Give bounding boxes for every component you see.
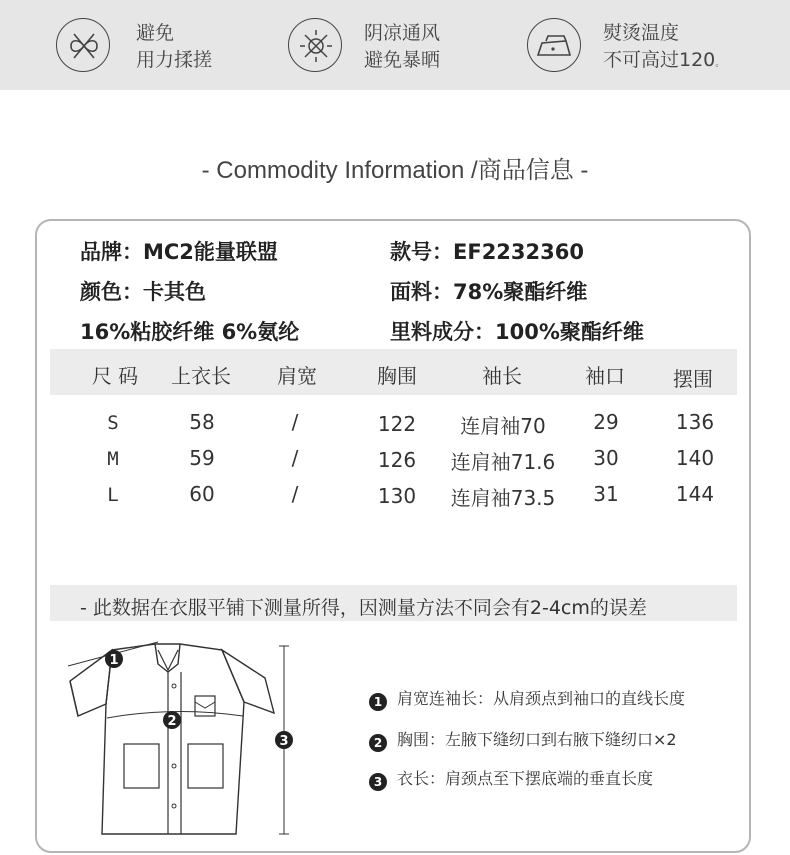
table-cell-size: M — [107, 448, 119, 470]
col-header-hem: 摆围 — [673, 367, 713, 391]
iron-icon — [527, 18, 581, 72]
degree-mark: 。 — [715, 59, 725, 69]
marker-1: 1 — [109, 653, 119, 668]
table-cell-size: S — [107, 412, 119, 434]
table-cell-length: 59 — [189, 446, 215, 470]
table-cell-sleeve: 连肩袖73.5 — [450, 486, 556, 510]
legend-text: 肩宽连袖长：从肩颈点到袖口的直线长度 — [397, 689, 686, 708]
fabric-continued-label: 16%粘胶纤维 6%氨纶 — [80, 320, 300, 344]
table-cell-cuff: 30 — [593, 446, 619, 470]
care-text-line2: 避免暴晒 — [364, 49, 441, 71]
table-cell-hem: 140 — [675, 446, 715, 470]
fabric-label: 面料：78%聚酯纤维 — [390, 280, 588, 304]
col-header-size: 尺 码 — [91, 364, 139, 388]
col-header-cuff: 袖口 — [585, 364, 625, 388]
care-text-line1: 阴凉通风 — [364, 22, 441, 44]
table-cell-cuff: 29 — [593, 410, 619, 434]
table-cell-size: L — [107, 484, 119, 506]
col-header-shoulder: 肩宽 — [277, 364, 317, 388]
legend-number: 2 — [369, 734, 387, 752]
table-cell-chest: 130 — [377, 484, 417, 508]
style-number-label: 款号：EF2232360 — [390, 240, 584, 264]
care-text-line1: 避免 — [136, 22, 175, 44]
care-text-line1: 熨烫温度 — [603, 22, 680, 44]
legend-text: 衣长：肩颈点至下摆底端的垂直长度 — [397, 769, 654, 788]
table-cell-chest: 126 — [377, 448, 417, 472]
table-cell-shoulder: / — [291, 446, 299, 470]
table-cell-sleeve: 连肩袖71.6 — [450, 450, 556, 474]
marker-2: 2 — [167, 714, 177, 729]
no-wring-icon — [56, 18, 110, 72]
legend-number: 1 — [369, 693, 387, 711]
legend-item — [369, 766, 653, 791]
col-header-chest: 胸围 — [377, 364, 417, 388]
legend-item — [369, 727, 677, 752]
table-cell-shoulder: / — [291, 482, 299, 506]
garment-diagram — [60, 636, 300, 845]
table-cell-hem: 136 — [675, 410, 715, 434]
care-text-line2: 不可高过120 — [603, 49, 716, 71]
table-cell-chest: 122 — [377, 412, 417, 436]
table-cell-sleeve: 连肩袖70 — [460, 414, 546, 438]
col-header-sleeve: 袖长 — [482, 364, 522, 388]
brand-label: 品牌：MC2能量联盟 — [80, 240, 278, 264]
table-cell-shoulder: / — [291, 410, 299, 434]
care-text-line2: 用力揉搓 — [136, 49, 213, 71]
legend-text: 胸围：左腋下缝纫口到右腋下缝纫口×2 — [397, 730, 677, 749]
color-label: 颜色：卡其色 — [80, 280, 206, 304]
legend-item — [369, 686, 685, 711]
care-instructions-bar — [0, 0, 790, 90]
measurement-note: - 此数据在衣服平铺下测量所得，因测量方法不同会有2-4cm的误差 — [80, 597, 647, 619]
col-header-length: 上衣长 — [171, 364, 231, 388]
table-cell-cuff: 31 — [593, 482, 619, 506]
table-cell-length: 58 — [189, 410, 215, 434]
marker-3: 3 — [279, 734, 289, 749]
table-cell-hem: 144 — [675, 482, 715, 506]
legend-number: 3 — [369, 773, 387, 791]
table-cell-length: 60 — [189, 482, 215, 506]
shade-dry-icon — [288, 18, 342, 72]
section-title: - Commodity Information /商品信息 - — [201, 157, 589, 184]
lining-label: 里料成分：100%聚酯纤维 — [390, 320, 644, 344]
